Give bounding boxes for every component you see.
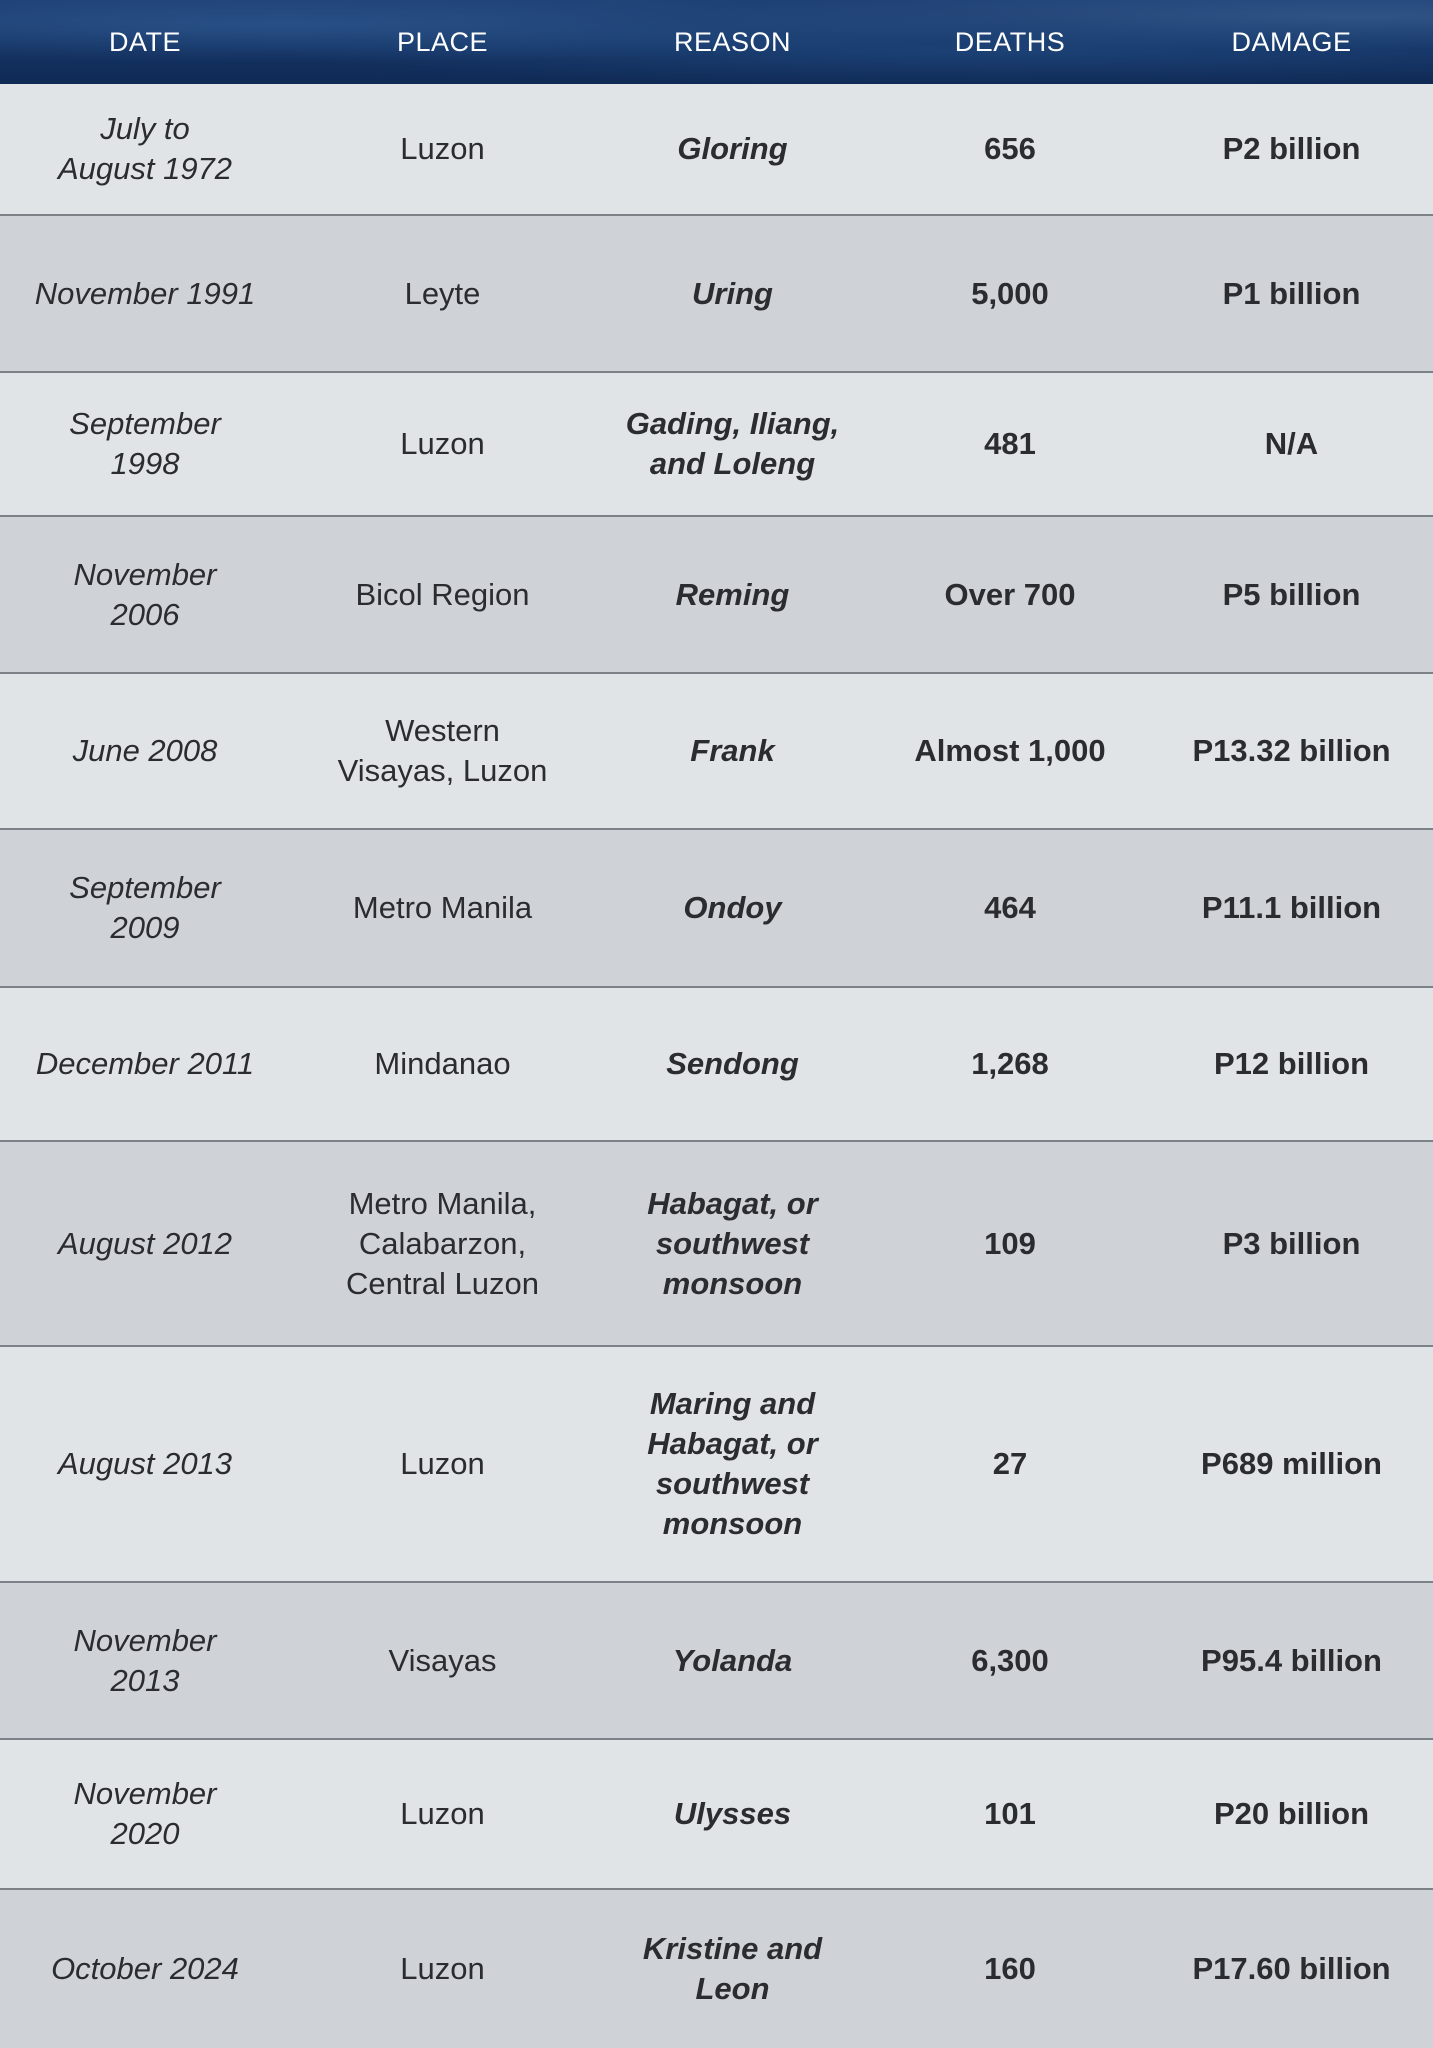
table-row <box>0 216 1433 373</box>
cell-date: December 2011 <box>35 1046 255 1081</box>
cell-reason: Maring and Habagat, or southwest monsoon <box>647 1386 818 1541</box>
table-row <box>0 84 1433 216</box>
cell-deaths: 1,268 <box>971 1046 1049 1081</box>
table-row <box>0 830 1433 988</box>
table-row <box>0 988 1433 1142</box>
cell-reason: Ondoy <box>683 890 782 925</box>
cell-deaths: 27 <box>992 1446 1028 1481</box>
cell-damage: P689 million <box>1201 1446 1382 1481</box>
cell-date: July to August 1972 <box>57 111 233 186</box>
cell-place: Bicol Region <box>355 576 530 612</box>
cell-deaths: 464 <box>984 890 1036 925</box>
cell-damage: P2 billion <box>1222 131 1361 166</box>
cell-reason: Yolanda <box>672 1642 793 1678</box>
cell-reason: Sendong <box>666 1046 799 1081</box>
cell-deaths: 101 <box>984 1796 1036 1831</box>
cell-damage: P3 billion <box>1222 1225 1361 1261</box>
cell-deaths: 109 <box>984 1225 1036 1261</box>
cell-date: November 1991 <box>34 275 256 311</box>
cell-reason: Kristine and Leon <box>642 1931 823 2006</box>
cell-deaths: 481 <box>984 426 1036 461</box>
cell-deaths: 5,000 <box>971 275 1049 311</box>
cell-place: Leyte <box>404 275 481 311</box>
header-reason: REASON <box>673 26 792 57</box>
header-date: DATE <box>108 26 181 57</box>
cell-deaths: 160 <box>984 1951 1036 1986</box>
table-header <box>0 0 1433 84</box>
cell-deaths: 6,300 <box>971 1642 1049 1678</box>
cell-damage: P5 billion <box>1222 576 1361 612</box>
cell-place: Metro Manila <box>352 890 533 925</box>
cell-reason: Ulysses <box>673 1796 792 1831</box>
header-damage: DAMAGE <box>1231 26 1352 57</box>
cell-place: Luzon <box>400 1951 485 1986</box>
cell-place: Luzon <box>400 1446 485 1481</box>
cell-place: Luzon <box>400 131 485 166</box>
cell-date: November 2020 <box>73 1776 217 1851</box>
header-deaths: DEATHS <box>954 26 1066 57</box>
table-row <box>0 373 1433 517</box>
cell-date: August 2013 <box>57 1446 233 1481</box>
cell-damage: P11.1 billion <box>1201 890 1382 925</box>
cell-reason: Uring <box>692 275 773 311</box>
cell-damage: P95.4 billion <box>1201 1642 1382 1678</box>
table-row <box>0 1740 1433 1890</box>
cell-damage: P13.32 billion <box>1192 733 1391 768</box>
cell-date: September 2009 <box>69 870 221 945</box>
cell-date: June 2008 <box>72 733 218 768</box>
cell-damage: P12 billion <box>1213 1046 1370 1081</box>
cell-damage: P20 billion <box>1213 1796 1370 1831</box>
header-place: PLACE <box>396 26 489 57</box>
cell-reason: Reming <box>675 576 790 612</box>
cell-reason: Gading, Iliang, and Loleng <box>625 406 840 481</box>
cell-deaths: Almost 1,000 <box>914 733 1106 768</box>
cell-date: September 1998 <box>69 406 221 481</box>
table-row <box>0 1142 1433 1347</box>
cell-place: Luzon <box>400 426 485 461</box>
cell-deaths: Over 700 <box>944 576 1076 612</box>
cell-damage: N/A <box>1264 426 1319 461</box>
cell-damage: P1 billion <box>1222 275 1361 311</box>
cell-reason: Gloring <box>677 131 788 166</box>
cell-place: Visayas <box>388 1642 497 1678</box>
cell-date: November 2013 <box>73 1622 217 1698</box>
cell-date: November 2006 <box>73 556 217 632</box>
table-row <box>0 1583 1433 1740</box>
cell-reason: Habagat, or southwest monsoon <box>647 1185 818 1301</box>
table-row <box>0 1890 1433 2048</box>
cell-place: Luzon <box>400 1796 485 1831</box>
cell-reason: Frank <box>690 733 775 768</box>
cell-deaths: 656 <box>984 131 1036 166</box>
cell-date: August 2012 <box>57 1225 233 1261</box>
cell-place: Western Visayas, Luzon <box>337 713 548 788</box>
cell-place: Metro Manila, Calabarzon, Central Luzon <box>345 1185 539 1301</box>
cell-damage: P17.60 billion <box>1192 1951 1391 1986</box>
table-row <box>0 1347 1433 1583</box>
cell-date: October 2024 <box>51 1951 239 1986</box>
table-row <box>0 674 1433 830</box>
table-row <box>0 517 1433 674</box>
cell-place: Mindanao <box>374 1046 511 1081</box>
